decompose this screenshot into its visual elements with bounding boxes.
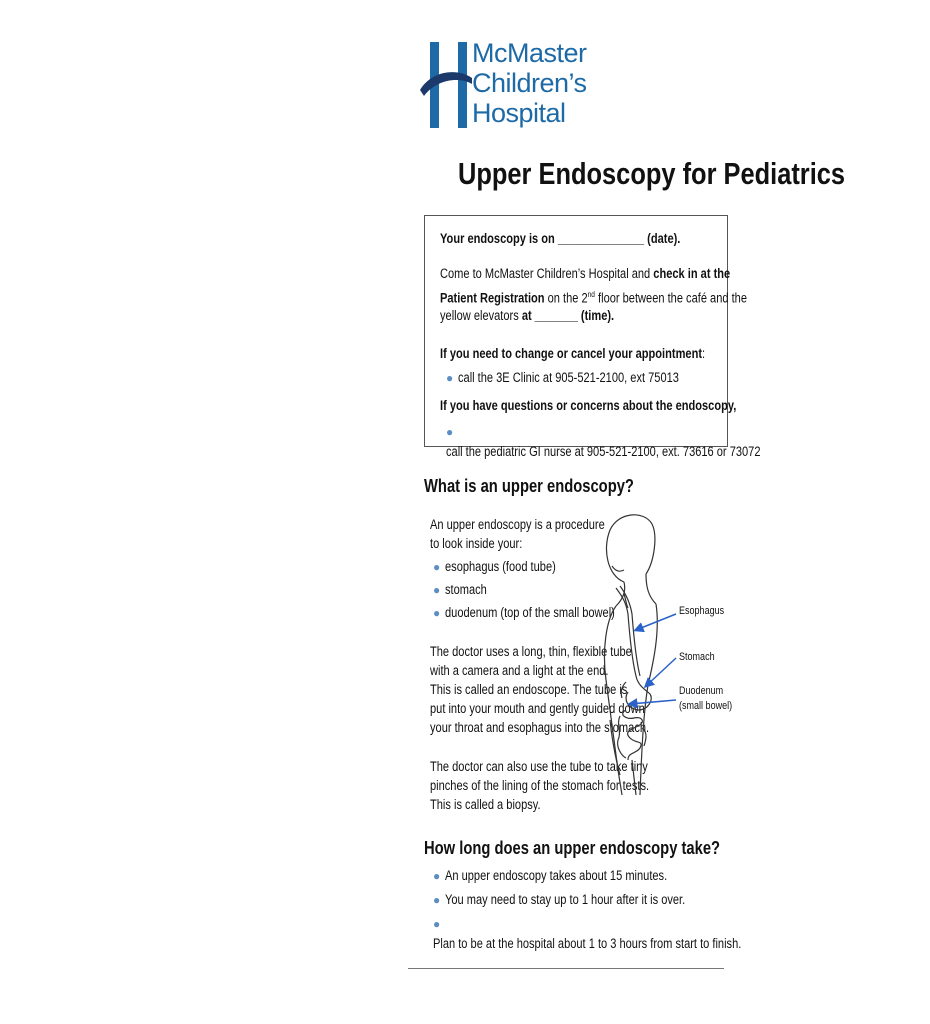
bullet-icon: ● (446, 425, 454, 439)
esophagus-label: Esophagus (679, 605, 725, 617)
logo-line-2: Children’s (472, 68, 587, 98)
list-item: An upper endoscopy takes about 15 minutes. (445, 868, 668, 883)
what-paragraph-3: The doctor can also use the tube to take tiny pinches of the lining of the stomach for tests. This is called a biopsy. (430, 759, 650, 812)
diagram-arrows (626, 600, 686, 720)
bullet-icon: ● (433, 583, 441, 597)
bullet-icon: ● (433, 560, 441, 574)
come-line-3: yellow elevators at _______ (time). (440, 308, 615, 323)
page-title: Upper Endoscopy for Pediatrics (458, 156, 846, 191)
logo-line-1: McMaster (472, 38, 587, 68)
what-heading: What is an upper endoscopy? (424, 476, 634, 496)
duodenum-arrow (630, 700, 676, 704)
change-item: call the 3E Clinic at 905-521-2100, ext 75013 (458, 370, 679, 385)
questions-item: call the pediatric GI nurse at 905-521-2100, ext. 73616 or 73072 (446, 444, 761, 459)
list-item: stomach (445, 582, 487, 597)
what-intro-1: An upper endoscopy is a procedure (430, 517, 605, 532)
questions-heading: If you have questions or concerns about the endoscopy, (440, 398, 737, 413)
list-item: You may need to stay up to 1 hour after it is over. (445, 892, 686, 907)
bullet-icon: ● (433, 869, 441, 883)
duodenum-sublabel: (small bowel) (679, 700, 733, 712)
what-paragraph-2: The doctor uses a long, thin, flexible tube with a camera and a light at the end. This is called an endoscope. The tube is put into your mouth and gently guided down your throat and esophagus into the stomach. (430, 644, 650, 735)
hospital-logo (418, 38, 587, 134)
list-item: Plan to be at the hospital about 1 to 3 hours from start to finish. (433, 936, 742, 951)
date-line: Your endoscopy is on ______________ (date). (440, 231, 681, 246)
logo-mark-icon (418, 38, 474, 132)
footer-divider (408, 968, 724, 969)
duodenum-label: Duodenum (679, 685, 724, 697)
bullet-icon: ● (433, 917, 441, 931)
list-item: duodenum (top of the small bowel) (445, 605, 615, 620)
bullet-icon: ● (446, 371, 454, 385)
list-item: esophagus (food tube) (445, 559, 556, 574)
esophagus-arrow (636, 614, 676, 630)
logo-line-3: Hospital (472, 98, 566, 128)
come-line-2: Patient Registration on the 2nd floor between the café and the (440, 290, 747, 306)
how-heading: How long does an upper endoscopy take? (424, 838, 721, 858)
bullet-icon: ● (433, 893, 441, 907)
what-intro-2: to look inside your: (430, 536, 523, 551)
stomach-arrow (646, 658, 676, 686)
stomach-label: Stomach (679, 651, 715, 663)
bullet-icon: ● (433, 606, 441, 620)
come-line-1: Come to McMaster Children’s Hospital and check in at the (440, 266, 731, 281)
change-heading: If you need to change or cancel your appointment: (440, 346, 706, 361)
